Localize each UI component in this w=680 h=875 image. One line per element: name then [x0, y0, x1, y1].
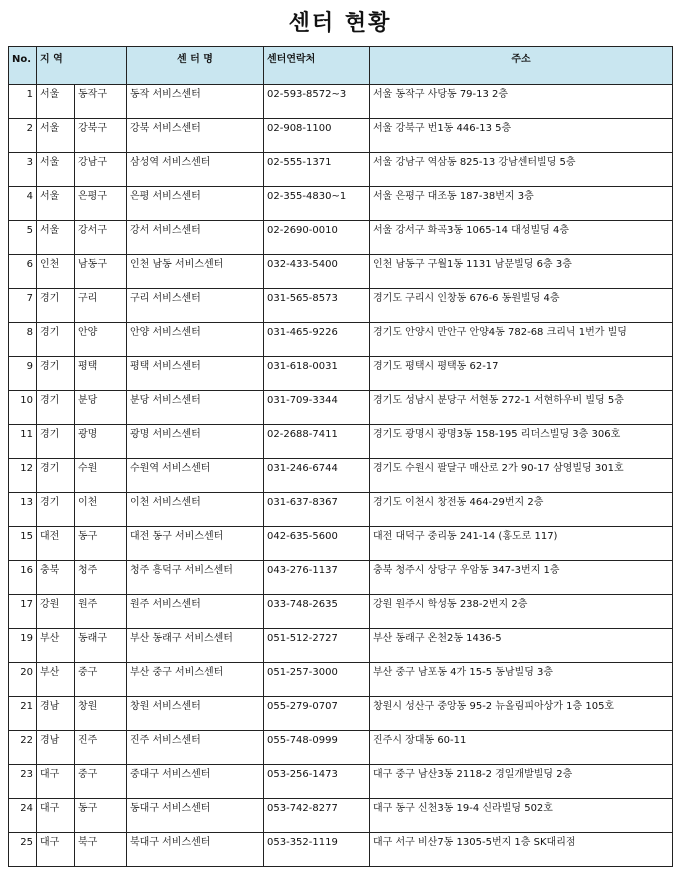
cell-district: 동래구 — [75, 629, 127, 663]
center-table — [8, 46, 673, 867]
cell-district: 중구 — [75, 765, 127, 799]
cell-region: 인천 — [37, 255, 75, 289]
cell-district: 동구 — [75, 799, 127, 833]
header-address: 주소 — [370, 47, 673, 85]
cell-district: 안양 — [75, 323, 127, 357]
cell-address: 강원 원주시 학성동 238-2번지 2층 — [370, 595, 673, 629]
cell-no: 21 — [9, 697, 37, 731]
cell-center-name: 원주 서비스센터 — [127, 595, 264, 629]
cell-phone: 02-355-4830~1 — [264, 187, 370, 221]
cell-phone: 02-2690-0010 — [264, 221, 370, 255]
cell-phone: 02-2688-7411 — [264, 425, 370, 459]
cell-district: 동구 — [75, 527, 127, 561]
cell-address: 서울 강서구 화곡3동 1065-14 대성빌딩 4층 — [370, 221, 673, 255]
cell-address: 경기도 광명시 광명3동 158-195 리더스빌딩 3층 306호 — [370, 425, 673, 459]
cell-district: 구리 — [75, 289, 127, 323]
cell-address: 인천 남동구 구월1동 1131 남문빌딩 6층 3층 — [370, 255, 673, 289]
cell-district: 이천 — [75, 493, 127, 527]
cell-district: 원주 — [75, 595, 127, 629]
table-row — [9, 323, 673, 357]
table-row — [9, 731, 673, 765]
table-row — [9, 357, 673, 391]
cell-center-name: 청주 흥덕구 서비스센터 — [127, 561, 264, 595]
cell-address: 부산 중구 남포동 4가 15-5 동남빌딩 3층 — [370, 663, 673, 697]
table-row — [9, 527, 673, 561]
cell-address: 충북 청주시 상당구 우암동 347-3번지 1층 — [370, 561, 673, 595]
cell-no: 6 — [9, 255, 37, 289]
cell-no: 5 — [9, 221, 37, 255]
table-row — [9, 799, 673, 833]
cell-center-name: 안양 서비스센터 — [127, 323, 264, 357]
table-row — [9, 765, 673, 799]
cell-no: 11 — [9, 425, 37, 459]
header-phone: 센터연락처 — [264, 47, 370, 85]
cell-region: 경기 — [37, 425, 75, 459]
cell-region: 대구 — [37, 833, 75, 867]
cell-region: 충북 — [37, 561, 75, 595]
cell-phone: 031-565-8573 — [264, 289, 370, 323]
table-row — [9, 289, 673, 323]
table-header-row — [9, 47, 673, 85]
cell-center-name: 삼성역 서비스센터 — [127, 153, 264, 187]
cell-address: 경기도 수원시 팔달구 매산로 2가 90-17 삼영빌딩 301호 — [370, 459, 673, 493]
cell-address: 진주시 장대동 60-11 — [370, 731, 673, 765]
page-title: 센터 현황 — [288, 11, 392, 36]
cell-phone: 053-256-1473 — [264, 765, 370, 799]
cell-district: 평택 — [75, 357, 127, 391]
cell-region: 경기 — [37, 493, 75, 527]
cell-center-name: 부산 동래구 서비스센터 — [127, 629, 264, 663]
cell-phone: 031-637-8367 — [264, 493, 370, 527]
cell-phone: 053-742-8277 — [264, 799, 370, 833]
table-row — [9, 561, 673, 595]
cell-region: 경남 — [37, 697, 75, 731]
cell-address: 대구 중구 남산3동 2118-2 경일개발빌딩 2층 — [370, 765, 673, 799]
cell-district: 북구 — [75, 833, 127, 867]
cell-phone: 033-748-2635 — [264, 595, 370, 629]
cell-district: 은평구 — [75, 187, 127, 221]
cell-center-name: 수원역 서비스센터 — [127, 459, 264, 493]
cell-no: 12 — [9, 459, 37, 493]
header-center-name: 센 터 명 — [127, 47, 264, 85]
cell-district: 동작구 — [75, 85, 127, 119]
header-no: No. — [9, 47, 37, 85]
cell-no: 19 — [9, 629, 37, 663]
cell-address: 서울 은평구 대조동 187-38번지 3층 — [370, 187, 673, 221]
cell-center-name: 은평 서비스센터 — [127, 187, 264, 221]
table-row — [9, 221, 673, 255]
cell-district: 창원 — [75, 697, 127, 731]
cell-address: 경기도 구리시 인창동 676-6 동원빌딩 4층 — [370, 289, 673, 323]
table-row — [9, 391, 673, 425]
table-row — [9, 85, 673, 119]
cell-district: 수원 — [75, 459, 127, 493]
cell-region: 부산 — [37, 663, 75, 697]
cell-district: 광명 — [75, 425, 127, 459]
cell-district: 분당 — [75, 391, 127, 425]
cell-district: 중구 — [75, 663, 127, 697]
cell-phone: 02-555-1371 — [264, 153, 370, 187]
cell-region: 경기 — [37, 323, 75, 357]
cell-district: 남동구 — [75, 255, 127, 289]
cell-center-name: 이천 서비스센터 — [127, 493, 264, 527]
cell-phone: 031-246-6744 — [264, 459, 370, 493]
cell-center-name: 부산 중구 서비스센터 — [127, 663, 264, 697]
cell-region: 경기 — [37, 289, 75, 323]
cell-no: 13 — [9, 493, 37, 527]
cell-phone: 02-908-1100 — [264, 119, 370, 153]
cell-region: 강원 — [37, 595, 75, 629]
cell-region: 경기 — [37, 459, 75, 493]
cell-center-name: 구리 서비스센터 — [127, 289, 264, 323]
cell-phone: 053-352-1119 — [264, 833, 370, 867]
header-region: 지 역 — [37, 47, 127, 85]
cell-no: 10 — [9, 391, 37, 425]
cell-no: 20 — [9, 663, 37, 697]
cell-address: 경기도 안양시 만안구 안양4동 782-68 크리닉 1번가 빌딩 — [370, 323, 673, 357]
table-row — [9, 833, 673, 867]
cell-phone: 051-512-2727 — [264, 629, 370, 663]
table-row — [9, 119, 673, 153]
cell-center-name: 광명 서비스센터 — [127, 425, 264, 459]
cell-region: 경남 — [37, 731, 75, 765]
cell-center-name: 강북 서비스센터 — [127, 119, 264, 153]
cell-phone: 032-433-5400 — [264, 255, 370, 289]
cell-phone: 055-748-0999 — [264, 731, 370, 765]
table-row — [9, 255, 673, 289]
cell-phone: 051-257-3000 — [264, 663, 370, 697]
cell-region: 대구 — [37, 765, 75, 799]
cell-address: 대구 서구 비산7동 1305-5번지 1층 SK대리점 — [370, 833, 673, 867]
cell-no: 16 — [9, 561, 37, 595]
table-row — [9, 629, 673, 663]
cell-center-name: 동작 서비스센터 — [127, 85, 264, 119]
cell-address: 서울 강북구 번1동 446-13 5층 — [370, 119, 673, 153]
cell-center-name: 창원 서비스센터 — [127, 697, 264, 731]
cell-no: 25 — [9, 833, 37, 867]
cell-no: 15 — [9, 527, 37, 561]
cell-no: 24 — [9, 799, 37, 833]
cell-center-name: 북대구 서비스센터 — [127, 833, 264, 867]
cell-district: 진주 — [75, 731, 127, 765]
cell-center-name: 진주 서비스센터 — [127, 731, 264, 765]
cell-no: 8 — [9, 323, 37, 357]
cell-no: 4 — [9, 187, 37, 221]
cell-district: 청주 — [75, 561, 127, 595]
cell-phone: 031-618-0031 — [264, 357, 370, 391]
table-body — [9, 85, 673, 867]
cell-region: 서울 — [37, 119, 75, 153]
cell-region: 서울 — [37, 153, 75, 187]
cell-address: 경기도 평택시 평택동 62-17 — [370, 357, 673, 391]
cell-phone: 031-709-3344 — [264, 391, 370, 425]
table-row — [9, 595, 673, 629]
cell-district: 강서구 — [75, 221, 127, 255]
cell-center-name: 강서 서비스센터 — [127, 221, 264, 255]
cell-center-name: 인천 남동 서비스센터 — [127, 255, 264, 289]
cell-address: 경기도 성남시 분당구 서현동 272-1 서현하우비 빌딩 5층 — [370, 391, 673, 425]
table-row — [9, 663, 673, 697]
cell-district: 강남구 — [75, 153, 127, 187]
cell-phone: 02-593-8572~3 — [264, 85, 370, 119]
cell-phone: 042-635-5600 — [264, 527, 370, 561]
cell-center-name: 동대구 서비스센터 — [127, 799, 264, 833]
cell-address: 대전 대덕구 중리동 241-14 (홍도로 117) — [370, 527, 673, 561]
cell-no: 3 — [9, 153, 37, 187]
cell-phone: 055-279-0707 — [264, 697, 370, 731]
table-row — [9, 493, 673, 527]
cell-phone: 031-465-9226 — [264, 323, 370, 357]
cell-no: 1 — [9, 85, 37, 119]
cell-address: 경기도 이천시 창전동 464-29번지 2층 — [370, 493, 673, 527]
cell-region: 대구 — [37, 799, 75, 833]
table-row — [9, 425, 673, 459]
cell-no: 9 — [9, 357, 37, 391]
table-row — [9, 187, 673, 221]
cell-address: 창원시 성산구 중앙동 95-2 뉴올림피아상가 1층 105호 — [370, 697, 673, 731]
cell-no: 2 — [9, 119, 37, 153]
cell-region: 서울 — [37, 187, 75, 221]
cell-region: 부산 — [37, 629, 75, 663]
cell-no: 17 — [9, 595, 37, 629]
table-row — [9, 153, 673, 187]
cell-phone: 043-276-1137 — [264, 561, 370, 595]
cell-no: 7 — [9, 289, 37, 323]
cell-address: 부산 동래구 온천2동 1436-5 — [370, 629, 673, 663]
table-row — [9, 697, 673, 731]
cell-region: 경기 — [37, 357, 75, 391]
cell-region: 경기 — [37, 391, 75, 425]
cell-address: 서울 동작구 사당동 79-13 2층 — [370, 85, 673, 119]
cell-center-name: 평택 서비스센터 — [127, 357, 264, 391]
cell-region: 서울 — [37, 221, 75, 255]
cell-no: 23 — [9, 765, 37, 799]
cell-address: 대구 동구 신천3동 19-4 신라빌딩 502호 — [370, 799, 673, 833]
table-row — [9, 459, 673, 493]
cell-district: 강북구 — [75, 119, 127, 153]
cell-address: 서울 강남구 역삼동 825-13 강남센터빌딩 5층 — [370, 153, 673, 187]
cell-center-name: 중대구 서비스센터 — [127, 765, 264, 799]
cell-no: 22 — [9, 731, 37, 765]
cell-center-name: 대전 동구 서비스센터 — [127, 527, 264, 561]
cell-center-name: 분당 서비스센터 — [127, 391, 264, 425]
cell-region: 서울 — [37, 85, 75, 119]
cell-region: 대전 — [37, 527, 75, 561]
